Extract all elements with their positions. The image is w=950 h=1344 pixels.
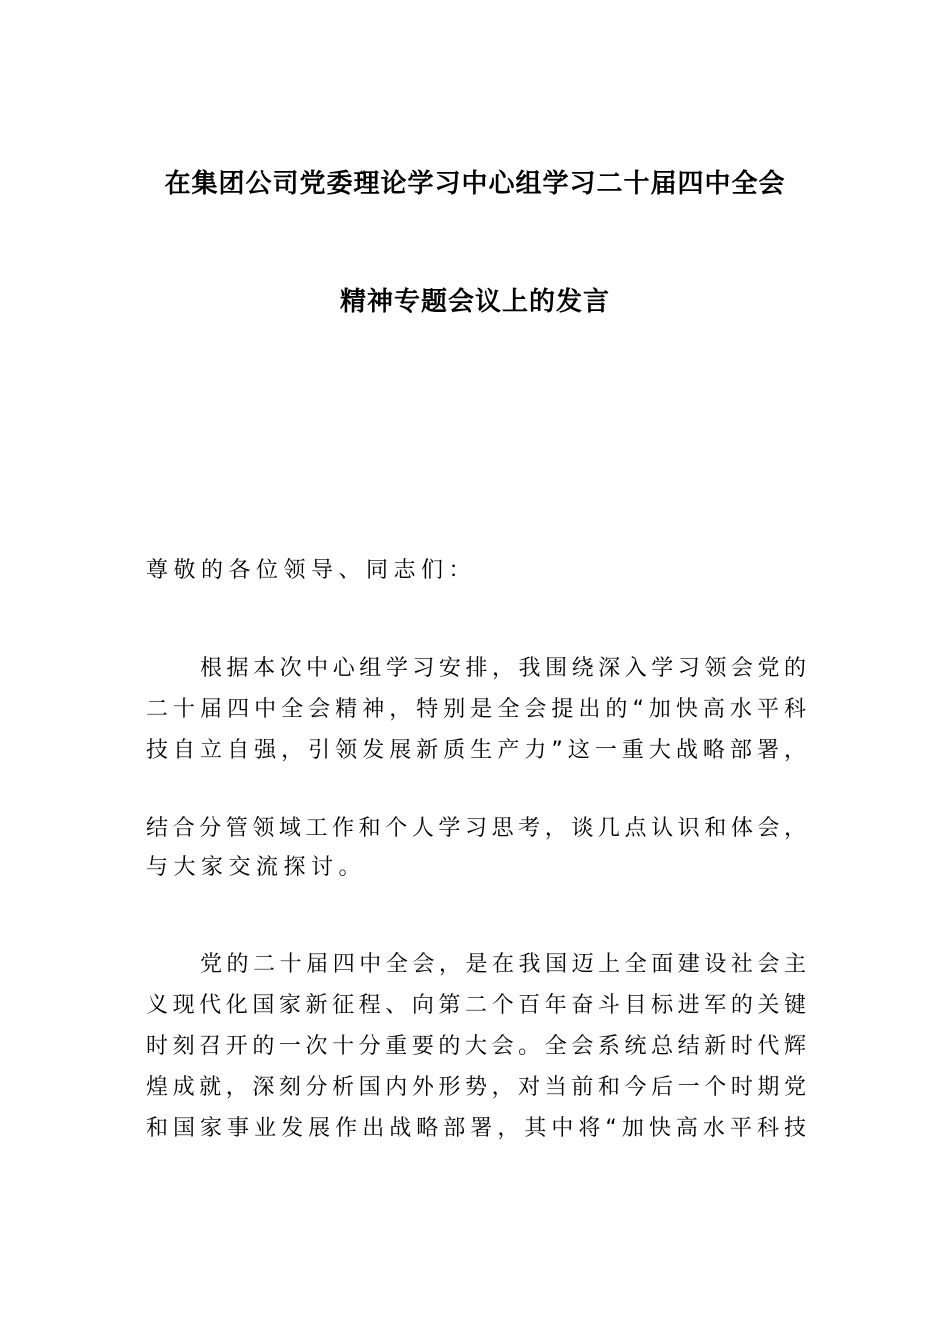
paragraph-line: 义现代化国家新征程、向第二个百年奋斗目标进军的关键 bbox=[146, 993, 806, 1018]
paragraph-line: 根据本次中心组学习安排，我围绕深入学习领会党的 bbox=[200, 656, 806, 681]
paragraph-line: 结合分管领域工作和个人学习思考，谈几点认识和体会， bbox=[146, 816, 806, 841]
paragraph-line: 二十届四中全会精神，特别是全会提出的“加快高水平科 bbox=[146, 697, 806, 722]
paragraph-line: 技自立自强，引领发展新质生产力”这一重大战略部署， bbox=[146, 738, 806, 763]
document-title-line-1: 在集团公司党委理论学习中心组学习二十届四中全会 bbox=[164, 169, 786, 199]
paragraph-line: 党的二十届四中全会，是在我国迈上全面建设社会主 bbox=[200, 952, 806, 977]
paragraph-line: 煌成就，深刻分析国内外形势，对当前和今后一个时期党 bbox=[146, 1075, 806, 1100]
document-title-line-2: 精神专题会议上的发言 bbox=[339, 287, 610, 317]
paragraph-line: 和国家事业发展作出战略部署，其中将“加快高水平科技 bbox=[146, 1116, 806, 1141]
salutation: 尊敬的各位领导、同志们： bbox=[146, 558, 477, 583]
paragraph-line: 时刻召开的一次十分重要的大会。全会系统总结新时代辉 bbox=[146, 1034, 806, 1059]
paragraph-line: 与大家交流探讨。 bbox=[146, 855, 367, 880]
